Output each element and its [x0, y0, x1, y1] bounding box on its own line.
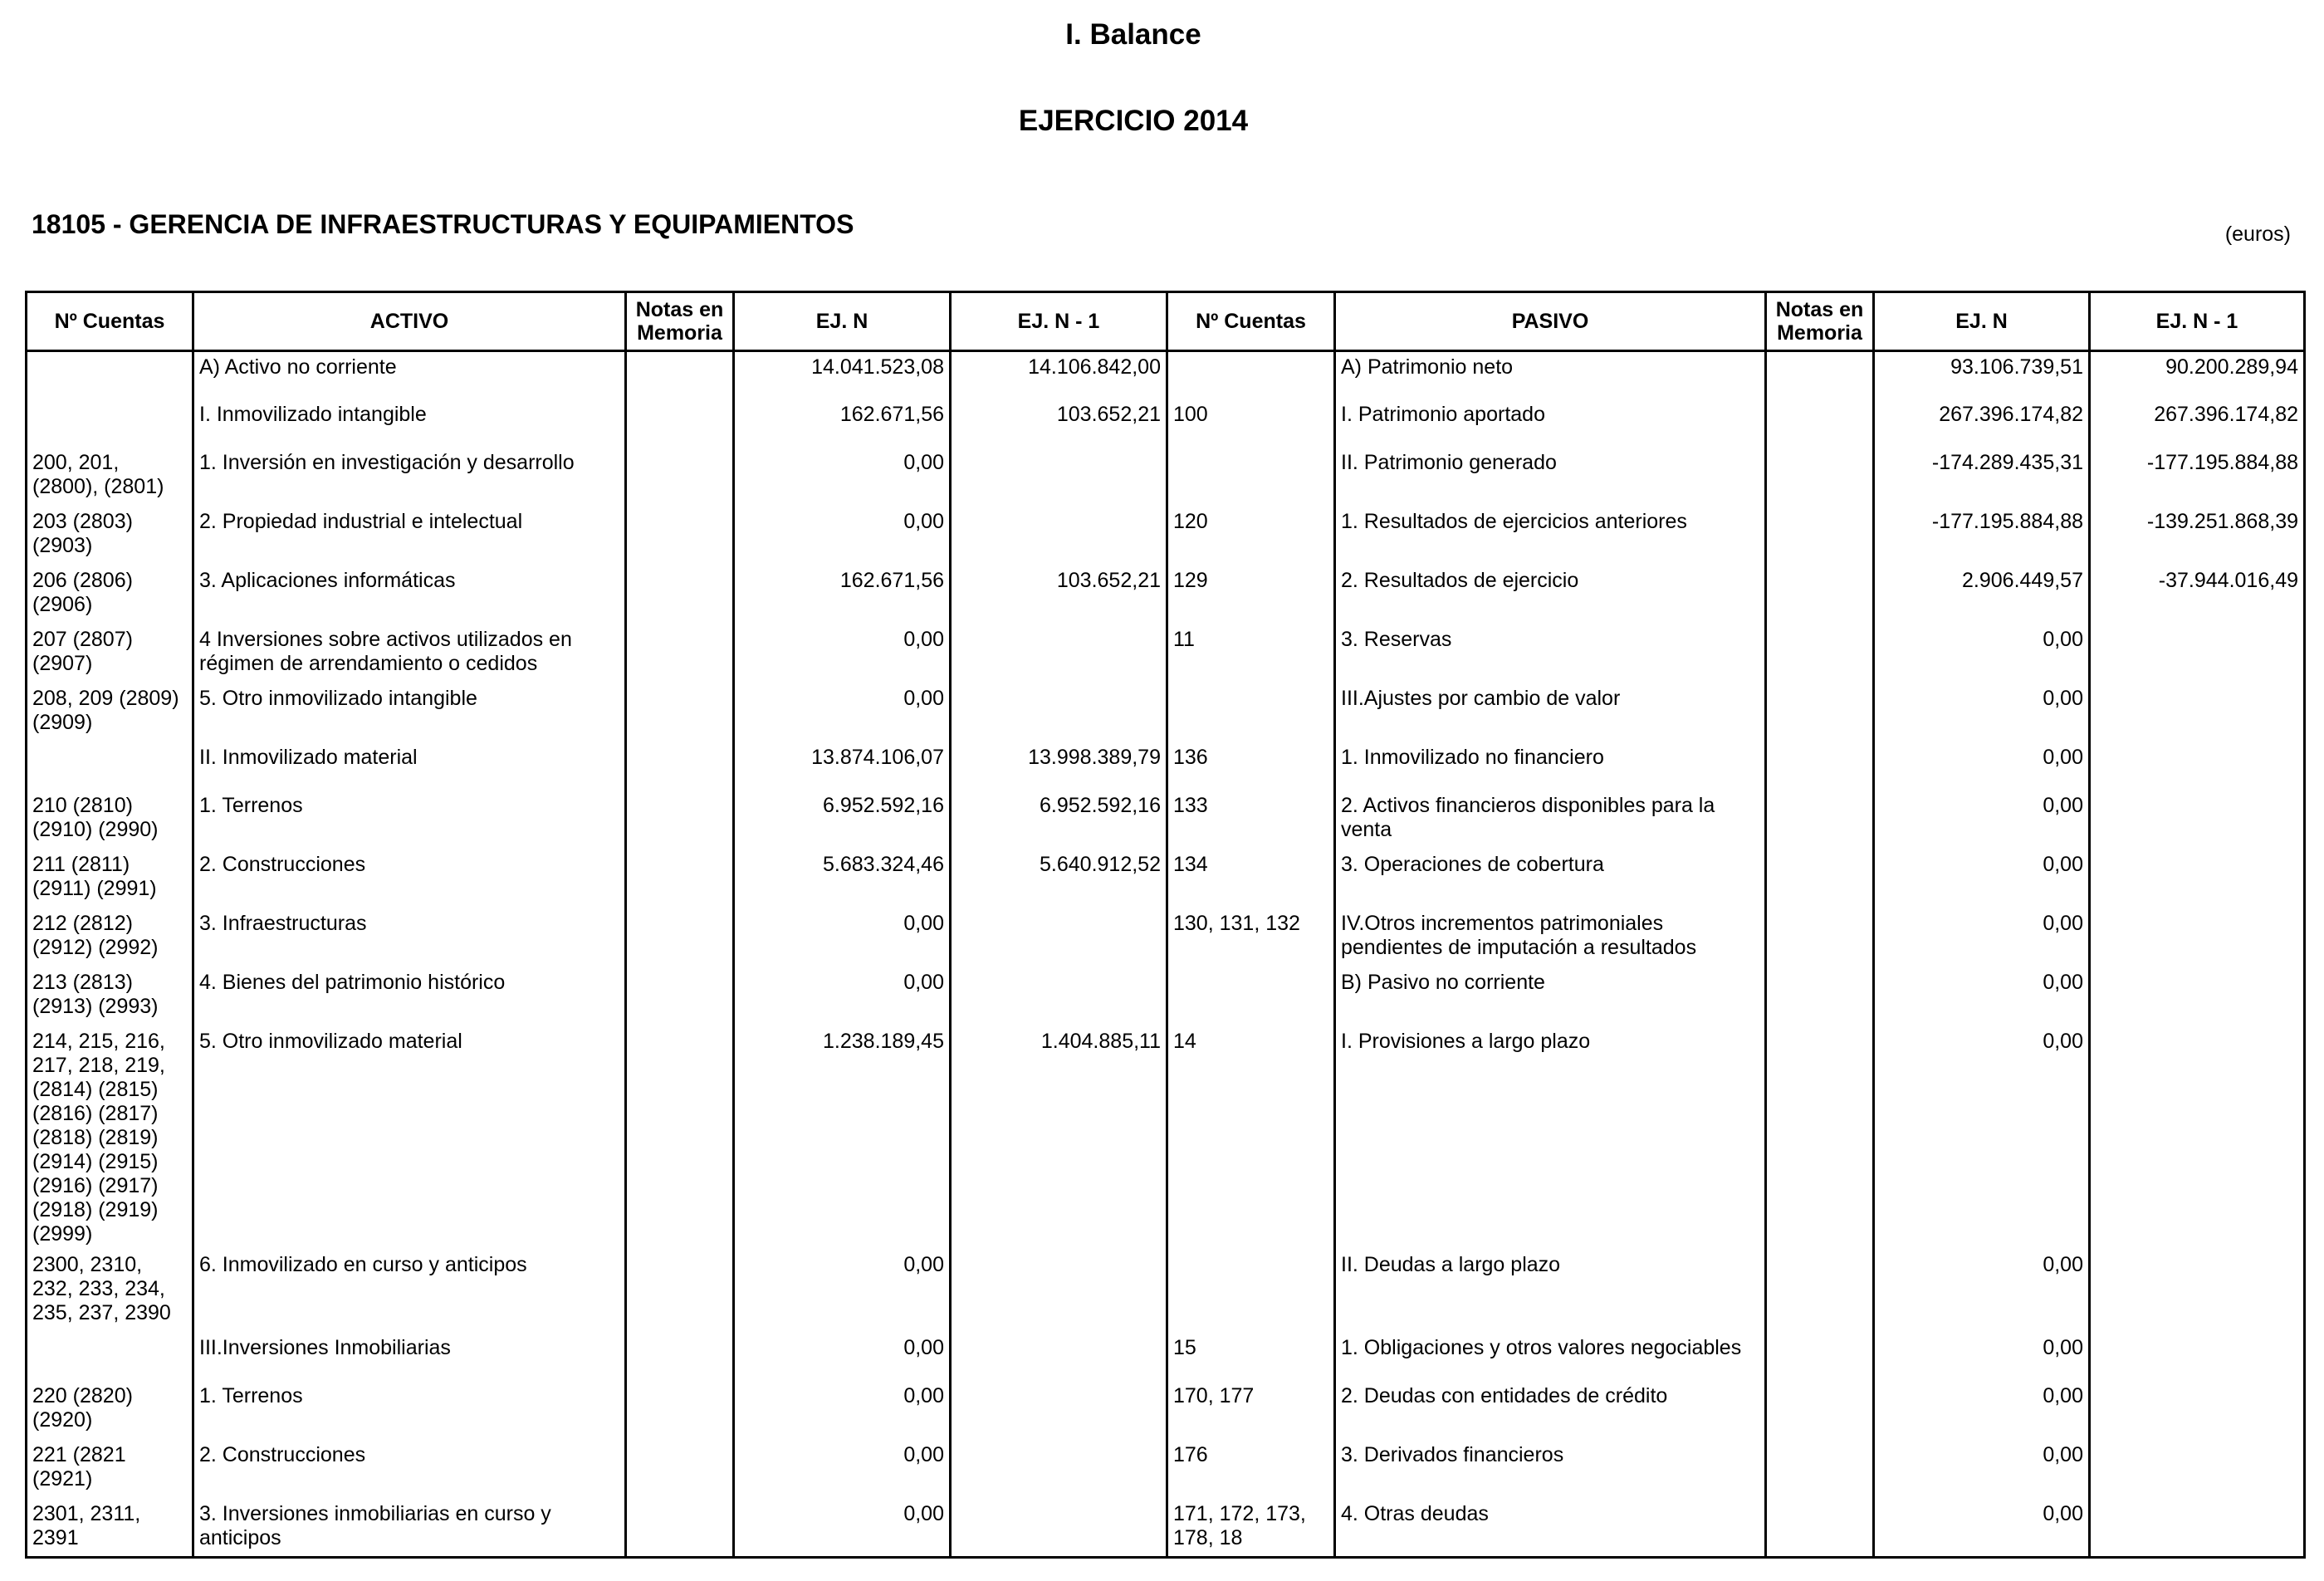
cell-ejn1-activo [951, 1440, 1167, 1499]
table-row [27, 1440, 2305, 1499]
cell-notas-pasivo [1766, 790, 1874, 849]
table-row [27, 967, 2305, 1026]
cell-notas-pasivo [1766, 908, 1874, 967]
cell-ejn-pasivo: 0,00 [1874, 790, 2090, 849]
cell-ejn-pasivo: 0,00 [1874, 1250, 2090, 1333]
cell-ejn-pasivo: 267.396.174,82 [1874, 399, 2090, 448]
cell-ejn1-activo: 13.998.389,79 [951, 742, 1167, 790]
header-ejn1-pasivo: EJ. N - 1 [2090, 292, 2305, 351]
cell-ejn1-pasivo [2090, 742, 2305, 790]
cell-cuentas-pasivo: 176 [1167, 1440, 1335, 1499]
cell-cuentas-pasivo: 15 [1167, 1333, 1335, 1381]
cell-cuentas-activo: 208, 209 (2809) (2909) [27, 683, 193, 742]
cell-ejn1-activo: 103.652,21 [951, 565, 1167, 624]
cell-notas-activo [626, 1381, 734, 1440]
cell-cuentas-activo: 214, 215, 216, 217, 218, 219, (2814) (2815) (2816) (2817) (2818) (2819) (2914) (2915) (2916) (2917) (2918) (2919) (2999) [27, 1026, 193, 1250]
header-notas-activo: Notas en Memoria [626, 292, 734, 351]
cell-ejn-pasivo: 0,00 [1874, 1440, 2090, 1499]
cell-ejn-pasivo: 0,00 [1874, 1333, 2090, 1381]
cell-ejn1-activo [951, 967, 1167, 1026]
cell-pasivo: B) Pasivo no corriente [1335, 967, 1766, 1026]
table-row [27, 683, 2305, 742]
cell-pasivo: 2. Resultados de ejercicio [1335, 565, 1766, 624]
cell-ejn-activo: 0,00 [734, 507, 951, 565]
cell-cuentas-pasivo: 130, 131, 132 [1167, 908, 1335, 967]
table-header-row [27, 292, 2305, 351]
table-row [27, 448, 2305, 507]
cell-notas-pasivo [1766, 448, 1874, 507]
header-ejn-pasivo: EJ. N [1874, 292, 2090, 351]
cell-ejn1-activo [951, 1250, 1167, 1333]
cell-ejn-activo: 0,00 [734, 1440, 951, 1499]
cell-ejn-pasivo: 0,00 [1874, 742, 2090, 790]
header-cuentas-pasivo: Nº Cuentas [1167, 292, 1335, 351]
cell-cuentas-activo [27, 351, 193, 399]
cell-ejn-activo: 0,00 [734, 624, 951, 683]
cell-ejn-pasivo: 0,00 [1874, 908, 2090, 967]
cell-notas-activo [626, 967, 734, 1026]
cell-notas-pasivo [1766, 565, 1874, 624]
cell-ejn-activo: 0,00 [734, 683, 951, 742]
cell-cuentas-pasivo: 11 [1167, 624, 1335, 683]
cell-pasivo: 3. Operaciones de cobertura [1335, 849, 1766, 908]
cell-pasivo: 1. Inmovilizado no financiero [1335, 742, 1766, 790]
cell-activo: 2. Construcciones [193, 849, 626, 908]
table-row [27, 1381, 2305, 1440]
cell-cuentas-pasivo: 134 [1167, 849, 1335, 908]
table-row [27, 399, 2305, 448]
cell-ejn1-activo [951, 624, 1167, 683]
cell-notas-pasivo [1766, 849, 1874, 908]
cell-cuentas-pasivo [1167, 351, 1335, 399]
cell-pasivo: A) Patrimonio neto [1335, 351, 1766, 399]
cell-cuentas-pasivo: 129 [1167, 565, 1335, 624]
cell-cuentas-pasivo: 100 [1167, 399, 1335, 448]
cell-notas-pasivo [1766, 1499, 1874, 1558]
cell-cuentas-activo: 221 (2821 (2921) [27, 1440, 193, 1499]
table-row [27, 1026, 2305, 1250]
cell-notas-activo [626, 448, 734, 507]
cell-ejn-pasivo: 93.106.739,51 [1874, 351, 2090, 399]
cell-ejn1-pasivo: -139.251.868,39 [2090, 507, 2305, 565]
cell-ejn-pasivo: 0,00 [1874, 1381, 2090, 1440]
cell-cuentas-pasivo: 120 [1167, 507, 1335, 565]
cell-notas-activo [626, 1499, 734, 1558]
cell-ejn-activo: 0,00 [734, 1333, 951, 1381]
cell-cuentas-pasivo: 133 [1167, 790, 1335, 849]
cell-pasivo: 3. Derivados financieros [1335, 1440, 1766, 1499]
cell-ejn1-pasivo [2090, 1440, 2305, 1499]
cell-activo: I. Inmovilizado intangible [193, 399, 626, 448]
cell-ejn1-pasivo [2090, 624, 2305, 683]
table-row [27, 565, 2305, 624]
cell-activo: 4 Inversiones sobre activos utilizados en régimen de arrendamiento o cedidos [193, 624, 626, 683]
cell-cuentas-pasivo: 136 [1167, 742, 1335, 790]
cell-notas-activo [626, 908, 734, 967]
cell-ejn1-activo [951, 448, 1167, 507]
cell-ejn1-activo: 103.652,21 [951, 399, 1167, 448]
cell-ejn-pasivo: 0,00 [1874, 967, 2090, 1026]
table-row [27, 1250, 2305, 1333]
balance-table [25, 291, 2306, 1559]
cell-ejn-pasivo: -174.289.435,31 [1874, 448, 2090, 507]
cell-ejn-activo: 0,00 [734, 1499, 951, 1558]
cell-ejn1-pasivo [2090, 1499, 2305, 1558]
cell-ejn-activo: 1.238.189,45 [734, 1026, 951, 1250]
fiscal-year-title: EJERCICIO 2014 [1018, 105, 1249, 137]
cell-ejn1-activo [951, 507, 1167, 565]
cell-ejn-pasivo: 2.906.449,57 [1874, 565, 2090, 624]
cell-notas-activo [626, 1026, 734, 1250]
cell-notas-pasivo [1766, 624, 1874, 683]
cell-activo: 5. Otro inmovilizado material [193, 1026, 626, 1250]
cell-ejn-activo: 0,00 [734, 1381, 951, 1440]
cell-activo: 1. Terrenos [193, 790, 626, 849]
cell-notas-activo [626, 1333, 734, 1381]
currency-units: (euros) [2224, 223, 2291, 246]
header-pasivo: PASIVO [1335, 292, 1766, 351]
table-row [27, 1333, 2305, 1381]
cell-ejn-pasivo: 0,00 [1874, 1026, 2090, 1250]
cell-notas-activo [626, 507, 734, 565]
cell-notas-activo [626, 849, 734, 908]
cell-activo: A) Activo no corriente [193, 351, 626, 399]
table-row [27, 351, 2305, 399]
cell-ejn1-activo: 6.952.592,16 [951, 790, 1167, 849]
cell-cuentas-pasivo [1167, 448, 1335, 507]
cell-ejn-activo: 0,00 [734, 1250, 951, 1333]
cell-notas-pasivo [1766, 1440, 1874, 1499]
cell-notas-activo [626, 790, 734, 849]
cell-notas-pasivo [1766, 683, 1874, 742]
cell-ejn1-pasivo: -37.944.016,49 [2090, 565, 2305, 624]
cell-ejn-pasivo: -177.195.884,88 [1874, 507, 2090, 565]
cell-ejn-activo: 5.683.324,46 [734, 849, 951, 908]
cell-ejn-pasivo: 0,00 [1874, 624, 2090, 683]
cell-notas-activo [626, 399, 734, 448]
cell-cuentas-pasivo [1167, 1250, 1335, 1333]
cell-cuentas-activo: 2300, 2310, 232, 233, 234, 235, 237, 2390 [27, 1250, 193, 1333]
cell-ejn1-activo [951, 1333, 1167, 1381]
cell-ejn1-pasivo [2090, 790, 2305, 849]
cell-cuentas-activo: 206 (2806) (2906) [27, 565, 193, 624]
cell-ejn1-activo [951, 1381, 1167, 1440]
cell-pasivo: III.Ajustes por cambio de valor [1335, 683, 1766, 742]
cell-ejn1-activo: 5.640.912,52 [951, 849, 1167, 908]
cell-cuentas-activo: 210 (2810) (2910) (2990) [27, 790, 193, 849]
cell-pasivo: II. Deudas a largo plazo [1335, 1250, 1766, 1333]
cell-cuentas-activo: 211 (2811) (2911) (2991) [27, 849, 193, 908]
table-row [27, 790, 2305, 849]
cell-pasivo: 2. Activos financieros disponibles para la venta [1335, 790, 1766, 849]
cell-ejn1-pasivo: -177.195.884,88 [2090, 448, 2305, 507]
cell-ejn1-activo [951, 908, 1167, 967]
cell-cuentas-pasivo: 14 [1167, 1026, 1335, 1250]
cell-activo: 1. Terrenos [193, 1381, 626, 1440]
cell-ejn1-activo [951, 1499, 1167, 1558]
cell-pasivo: 1. Resultados de ejercicios anteriores [1335, 507, 1766, 565]
cell-cuentas-pasivo [1167, 967, 1335, 1026]
cell-cuentas-pasivo [1167, 683, 1335, 742]
cell-ejn-pasivo: 0,00 [1874, 1499, 2090, 1558]
cell-cuentas-pasivo: 170, 177 [1167, 1381, 1335, 1440]
cell-notas-pasivo [1766, 507, 1874, 565]
cell-pasivo: IV.Otros incrementos patrimoniales pendientes de imputación a resultados [1335, 908, 1766, 967]
header-ejn-activo: EJ. N [734, 292, 951, 351]
cell-ejn1-pasivo [2090, 908, 2305, 967]
cell-notas-pasivo [1766, 1250, 1874, 1333]
cell-pasivo: I. Patrimonio aportado [1335, 399, 1766, 448]
cell-cuentas-activo: 213 (2813) (2913) (2993) [27, 967, 193, 1026]
cell-cuentas-activo: 200, 201, (2800), (2801) [27, 448, 193, 507]
cell-pasivo: 4. Otras deudas [1335, 1499, 1766, 1558]
header-notas-pasivo: Notas en Memoria [1766, 292, 1874, 351]
header-activo: ACTIVO [193, 292, 626, 351]
cell-cuentas-activo: 2301, 2311, 2391 [27, 1499, 193, 1558]
document-title: I. Balance [1065, 18, 1201, 51]
cell-cuentas-activo: 207 (2807) (2907) [27, 624, 193, 683]
cell-pasivo: 1. Obligaciones y otros valores negociables [1335, 1333, 1766, 1381]
cell-ejn-activo: 162.671,56 [734, 565, 951, 624]
cell-notas-pasivo [1766, 351, 1874, 399]
cell-cuentas-activo [27, 399, 193, 448]
cell-ejn1-activo [951, 683, 1167, 742]
cell-activo: 2. Construcciones [193, 1440, 626, 1499]
cell-cuentas-pasivo: 171, 172, 173, 178, 18 [1167, 1499, 1335, 1558]
cell-activo: 3. Infraestructuras [193, 908, 626, 967]
cell-cuentas-activo: 220 (2820) (2920) [27, 1381, 193, 1440]
cell-ejn-activo: 0,00 [734, 908, 951, 967]
cell-notas-activo [626, 565, 734, 624]
table-row [27, 908, 2305, 967]
cell-ejn-pasivo: 0,00 [1874, 849, 2090, 908]
cell-cuentas-activo: 212 (2812) (2912) (2992) [27, 908, 193, 967]
cell-ejn-pasivo: 0,00 [1874, 683, 2090, 742]
cell-pasivo: 2. Deudas con entidades de crédito [1335, 1381, 1766, 1440]
header-ejn1-activo: EJ. N - 1 [951, 292, 1167, 351]
cell-activo: 5. Otro inmovilizado intangible [193, 683, 626, 742]
table-row [27, 507, 2305, 565]
cell-cuentas-activo [27, 1333, 193, 1381]
cell-ejn1-activo: 14.106.842,00 [951, 351, 1167, 399]
table-row [27, 849, 2305, 908]
cell-ejn1-pasivo [2090, 1381, 2305, 1440]
table-row [27, 742, 2305, 790]
cell-notas-activo [626, 1440, 734, 1499]
cell-ejn1-pasivo [2090, 1250, 2305, 1333]
cell-activo: 3. Inversiones inmobiliarias en curso y anticipos [193, 1499, 626, 1558]
cell-notas-pasivo [1766, 1333, 1874, 1381]
cell-activo: 2. Propiedad industrial e intelectual [193, 507, 626, 565]
cell-notas-pasivo [1766, 1381, 1874, 1440]
header-cuentas-activo: Nº Cuentas [27, 292, 193, 351]
cell-ejn1-pasivo [2090, 849, 2305, 908]
cell-ejn-activo: 162.671,56 [734, 399, 951, 448]
cell-ejn-activo: 0,00 [734, 448, 951, 507]
cell-pasivo: I. Provisiones a largo plazo [1335, 1026, 1766, 1250]
cell-notas-pasivo [1766, 742, 1874, 790]
cell-ejn1-pasivo [2090, 1026, 2305, 1250]
cell-notas-activo [626, 624, 734, 683]
cell-notas-activo [626, 742, 734, 790]
cell-notas-activo [626, 351, 734, 399]
cell-notas-pasivo [1766, 1026, 1874, 1250]
cell-ejn1-activo: 1.404.885,11 [951, 1026, 1167, 1250]
cell-ejn1-pasivo: 90.200.289,94 [2090, 351, 2305, 399]
cell-ejn1-pasivo [2090, 967, 2305, 1026]
cell-cuentas-activo: 203 (2803) (2903) [27, 507, 193, 565]
entity-name: 18105 - GERENCIA DE INFRAESTRUCTURAS Y EQUIPAMIENTOS [32, 209, 854, 239]
cell-notas-activo [626, 683, 734, 742]
cell-ejn-activo: 14.041.523,08 [734, 351, 951, 399]
cell-ejn-activo: 13.874.106,07 [734, 742, 951, 790]
cell-ejn1-pasivo [2090, 683, 2305, 742]
cell-ejn-activo: 0,00 [734, 967, 951, 1026]
cell-activo: II. Inmovilizado material [193, 742, 626, 790]
table-row [27, 1499, 2305, 1558]
cell-ejn1-pasivo: 267.396.174,82 [2090, 399, 2305, 448]
cell-activo: 3. Aplicaciones informáticas [193, 565, 626, 624]
cell-pasivo: II. Patrimonio generado [1335, 448, 1766, 507]
cell-activo: 6. Inmovilizado en curso y anticipos [193, 1250, 626, 1333]
cell-activo: III.Inversiones Inmobiliarias [193, 1333, 626, 1381]
cell-ejn-activo: 6.952.592,16 [734, 790, 951, 849]
cell-pasivo: 3. Reservas [1335, 624, 1766, 683]
cell-notas-activo [626, 1250, 734, 1333]
cell-ejn1-pasivo [2090, 1333, 2305, 1381]
table-row [27, 624, 2305, 683]
table-body [27, 351, 2305, 1558]
cell-activo: 4. Bienes del patrimonio histórico [193, 967, 626, 1026]
cell-cuentas-activo [27, 742, 193, 790]
cell-activo: 1. Inversión en investigación y desarrollo [193, 448, 626, 507]
cell-notas-pasivo [1766, 967, 1874, 1026]
cell-notas-pasivo [1766, 399, 1874, 448]
